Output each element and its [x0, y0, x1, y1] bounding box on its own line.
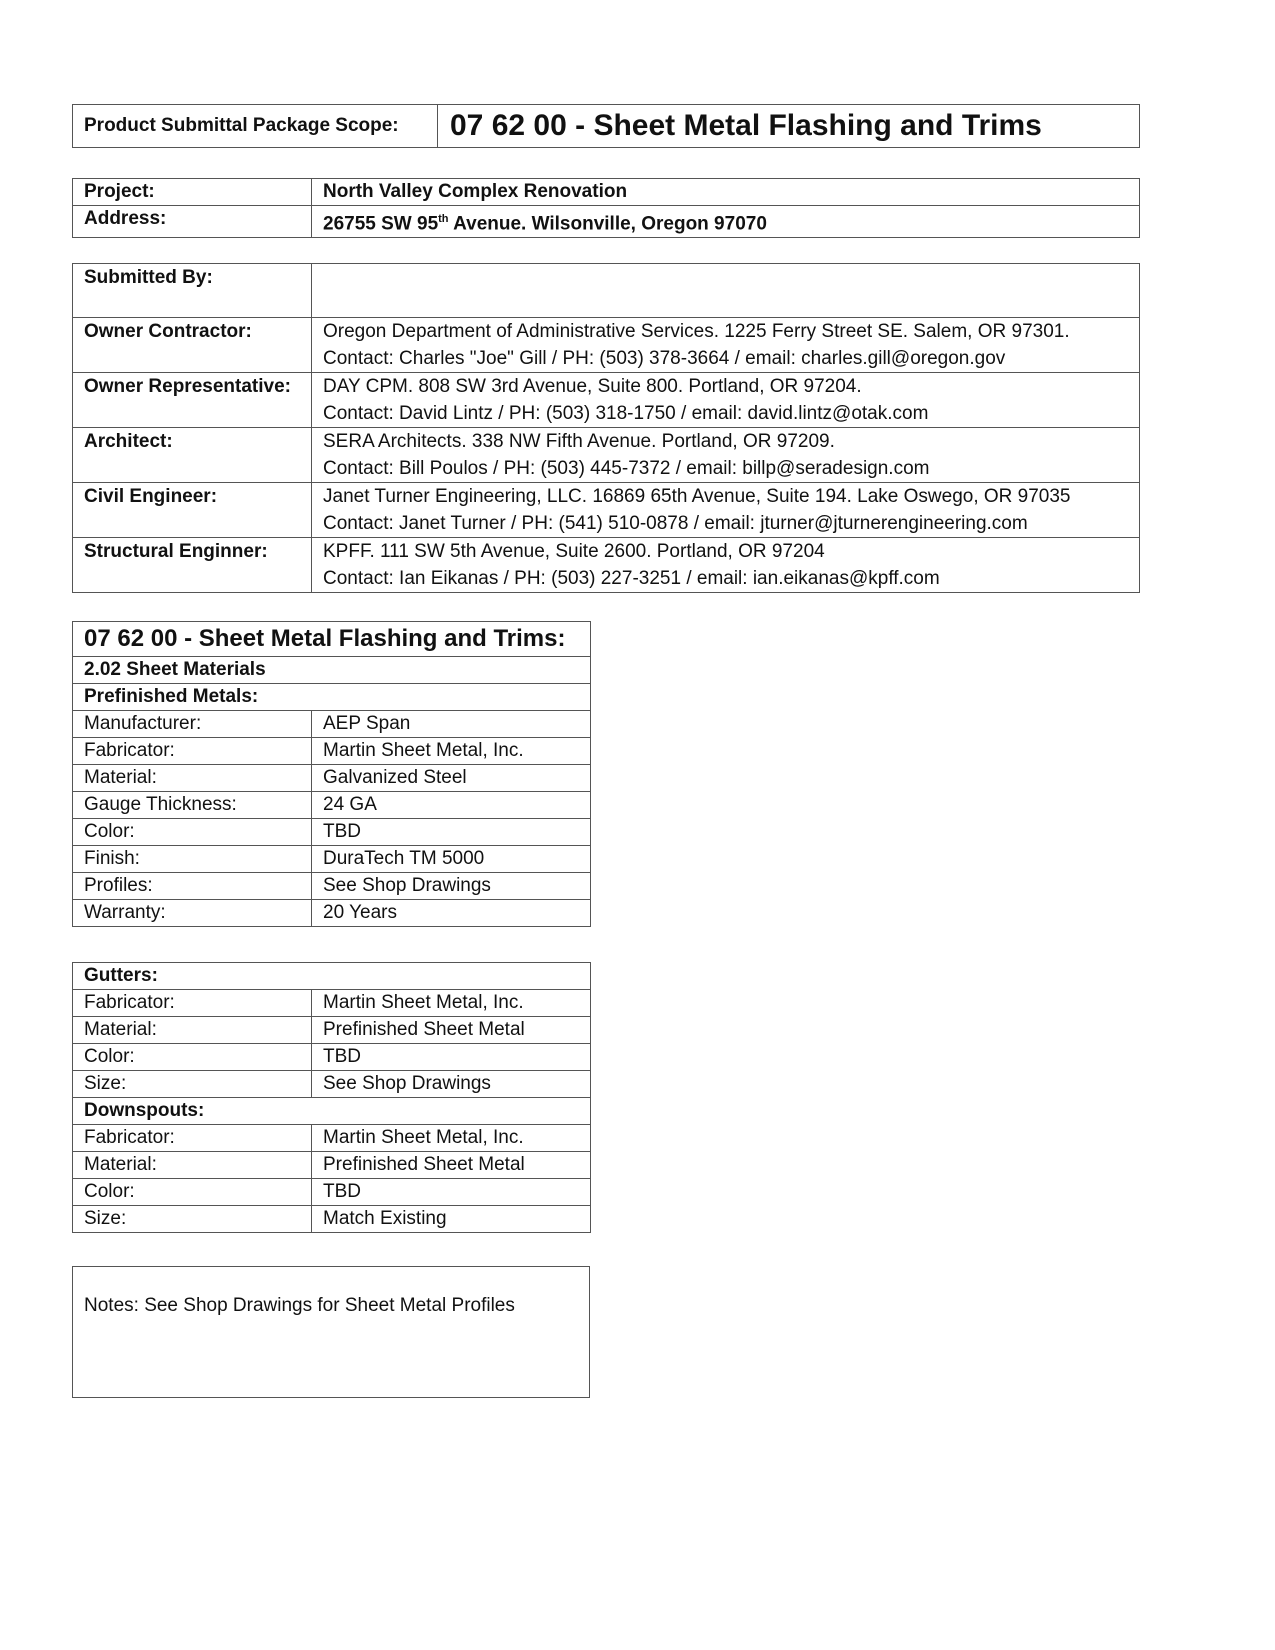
party-label: Architect:	[73, 428, 312, 483]
party-row	[73, 373, 1140, 428]
party-info	[312, 538, 1140, 593]
party-line: Contact: Bill Poulos / PH: (503) 445-7372 / email: billp@seradesign.com	[323, 458, 930, 479]
party-line: Contact: Charles "Joe" Gill / PH: (503) 378-3664 / email: charles.gill@oregon.gov	[323, 348, 1006, 369]
row-label: Size:	[73, 1206, 312, 1233]
address-value	[312, 206, 1140, 238]
row-label: Size:	[73, 1071, 312, 1098]
table-row	[73, 819, 591, 846]
scope-value: 07 62 00 - Sheet Metal Flashing and Trims	[438, 105, 1140, 148]
project-value: North Valley Complex Renovation	[312, 179, 1140, 206]
table-row	[73, 738, 591, 765]
table-row	[73, 990, 591, 1017]
party-line: Janet Turner Engineering, LLC. 16869 65th Avenue, Suite 194. Lake Oswego, OR 97035	[323, 486, 1071, 507]
table-row	[73, 1017, 591, 1044]
table-row	[73, 900, 591, 927]
address-part: Avenue. Wilsonville, Oregon 97070	[448, 213, 767, 235]
notes-box	[72, 1266, 590, 1398]
row-label: Color:	[73, 1179, 312, 1206]
gutters-downspouts-table	[72, 962, 591, 1233]
row-value: TBD	[312, 1044, 591, 1071]
party-info	[312, 318, 1140, 373]
project-table	[72, 178, 1140, 238]
party-line: Oregon Department of Administrative Services. 1225 Ferry Street SE. Salem, OR 97301.	[323, 321, 1070, 342]
party-label: Submitted By:	[73, 264, 312, 318]
party-row	[73, 483, 1140, 538]
table-row	[73, 1206, 591, 1233]
row-label: Fabricator:	[73, 990, 312, 1017]
row-label: Fabricator:	[73, 738, 312, 765]
table-row	[73, 1071, 591, 1098]
table-row	[73, 1125, 591, 1152]
row-value: TBD	[312, 1179, 591, 1206]
row-value: Martin Sheet Metal, Inc.	[312, 738, 591, 765]
row-label: Color:	[73, 1044, 312, 1071]
party-info	[312, 483, 1140, 538]
table-row	[73, 873, 591, 900]
party-row	[73, 318, 1140, 373]
party-line: Contact: Janet Turner / PH: (541) 510-0878 / email: jturner@jturnerengineering.com	[323, 513, 1028, 534]
party-label: Civil Engineer:	[73, 483, 312, 538]
party-row	[73, 264, 1140, 318]
row-value: DuraTech TM 5000	[312, 846, 591, 873]
row-label: Warranty:	[73, 900, 312, 927]
row-label: Material:	[73, 1017, 312, 1044]
row-label: Material:	[73, 765, 312, 792]
row-value: Martin Sheet Metal, Inc.	[312, 990, 591, 1017]
row-label: Gauge Thickness:	[73, 792, 312, 819]
row-value: 20 Years	[312, 900, 591, 927]
address-label: Address:	[73, 206, 312, 238]
materials-title: 07 62 00 - Sheet Metal Flashing and Trims:	[73, 622, 591, 657]
party-row	[73, 428, 1140, 483]
parties-table	[72, 263, 1140, 593]
scope-label: Product Submittal Package Scope:	[73, 105, 438, 148]
table-row	[73, 1044, 591, 1071]
table-row	[73, 1179, 591, 1206]
row-value: TBD	[312, 819, 591, 846]
table-row	[73, 1152, 591, 1179]
party-label: Structural Enginner:	[73, 538, 312, 593]
table-row	[73, 792, 591, 819]
party-line: SERA Architects. 338 NW Fifth Avenue. Portland, OR 97209.	[323, 431, 835, 452]
project-label: Project:	[73, 179, 312, 206]
party-line: Contact: David Lintz / PH: (503) 318-1750 / email: david.lintz@otak.com	[323, 403, 929, 424]
gutters-title: Gutters:	[73, 963, 591, 990]
row-label: Material:	[73, 1152, 312, 1179]
row-value: Prefinished Sheet Metal	[312, 1152, 591, 1179]
row-value: 24 GA	[312, 792, 591, 819]
row-label: Manufacturer:	[73, 711, 312, 738]
downspouts-title: Downspouts:	[73, 1098, 591, 1125]
row-value: See Shop Drawings	[312, 873, 591, 900]
party-line: DAY CPM. 808 SW 3rd Avenue, Suite 800. Portland, OR 97204.	[323, 376, 862, 397]
party-line: KPFF. 111 SW 5th Avenue, Suite 2600. Portland, OR 97204	[323, 541, 825, 562]
party-info	[312, 428, 1140, 483]
table-row	[73, 765, 591, 792]
row-value: Martin Sheet Metal, Inc.	[312, 1125, 591, 1152]
scope-table	[72, 104, 1140, 148]
table-row	[73, 711, 591, 738]
materials-section: 2.02 Sheet Materials	[73, 657, 591, 684]
materials-table	[72, 621, 591, 927]
address-part: 26755 SW 95	[323, 213, 439, 235]
row-label: Fabricator:	[73, 1125, 312, 1152]
table-row	[73, 846, 591, 873]
row-value: See Shop Drawings	[312, 1071, 591, 1098]
materials-subsection: Prefinished Metals:	[73, 684, 591, 711]
row-label: Profiles:	[73, 873, 312, 900]
row-label: Finish:	[73, 846, 312, 873]
row-label: Color:	[73, 819, 312, 846]
notes-text: Notes: See Shop Drawings for Sheet Metal Profiles	[84, 1295, 515, 1316]
party-label: Owner Contractor:	[73, 318, 312, 373]
party-info	[312, 373, 1140, 428]
party-info	[312, 264, 1140, 318]
party-line: Contact: Ian Eikanas / PH: (503) 227-3251 / email: ian.eikanas@kpff.com	[323, 568, 940, 589]
row-value: Prefinished Sheet Metal	[312, 1017, 591, 1044]
party-label: Owner Representative:	[73, 373, 312, 428]
party-row	[73, 538, 1140, 593]
row-value: AEP Span	[312, 711, 591, 738]
address-sup: th	[438, 213, 449, 225]
row-value: Match Existing	[312, 1206, 591, 1233]
row-value: Galvanized Steel	[312, 765, 591, 792]
